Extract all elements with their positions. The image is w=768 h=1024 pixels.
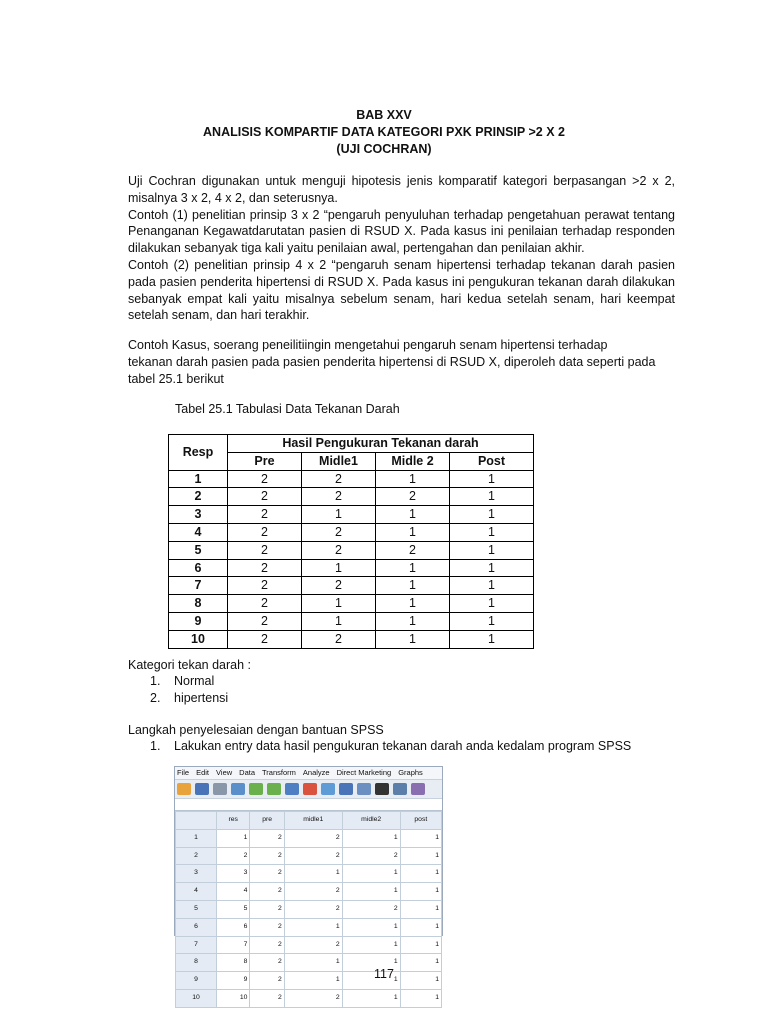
list-item-label: hipertensi [174, 691, 229, 705]
grid-cell[interactable]: 4 [217, 883, 250, 901]
list-number: 1. [150, 674, 161, 688]
table-row [169, 541, 534, 559]
intro-paragraph-3: Contoh (2) penelitian prinsip 4 x 2 “pengaruh senam hipertensi terhadap tekanan darah pasien pada pasien penderita hipertensi di RSUD X. Pada kasus ini pengukuran tekanan darah dilakukan sebanyak empat kali yaitu misalnya sebelum senam, hari kedua setelah senam, hari keempat setelah senam, dan hari terakhir. [128, 257, 675, 323]
grid-row-header[interactable]: 8 [176, 954, 217, 972]
table-row [169, 577, 534, 595]
resp-cell: 9 [169, 612, 228, 630]
grid-cell[interactable]: 1 [400, 829, 441, 847]
spss-cell-editor [175, 799, 442, 811]
grid-cell[interactable]: 2 [284, 936, 342, 954]
resp-header: Resp [169, 435, 228, 471]
grid-cell[interactable]: 1 [400, 954, 441, 972]
grid-cell[interactable]: 1 [400, 865, 441, 883]
table-row [169, 523, 534, 541]
value-cell: 2 [302, 577, 376, 595]
value-cell: 2 [302, 523, 376, 541]
grid-row-header[interactable]: 10 [176, 989, 217, 1007]
grid-cell[interactable]: 1 [284, 972, 342, 990]
grid-row-header[interactable]: 7 [176, 936, 217, 954]
grid-cell[interactable]: 1 [400, 989, 441, 1007]
value-cell: 1 [376, 559, 450, 577]
grid-cell[interactable]: 1 [400, 900, 441, 918]
grid-column-header[interactable]: post [400, 812, 441, 830]
value-cell: 1 [450, 630, 534, 648]
goto-case-icon[interactable] [285, 783, 299, 795]
grid-cell[interactable]: 8 [217, 954, 250, 972]
grid-cell[interactable]: 2 [217, 847, 250, 865]
value-cell: 2 [228, 595, 302, 613]
grid-column-header[interactable]: pre [250, 812, 284, 830]
resp-cell: 1 [169, 470, 228, 488]
value-cell: 2 [228, 488, 302, 506]
value-cell: 1 [376, 470, 450, 488]
grid-cell[interactable]: 2 [284, 829, 342, 847]
table-row [169, 612, 534, 630]
grid-cell[interactable]: 2 [284, 847, 342, 865]
spss-toolbar [175, 779, 442, 799]
value-cell: 1 [450, 488, 534, 506]
grid-column-header[interactable]: res [217, 812, 250, 830]
grid-column-header[interactable]: midle1 [284, 812, 342, 830]
grid-cell[interactable]: 1 [342, 883, 400, 901]
resp-cell: 7 [169, 577, 228, 595]
value-cell: 1 [376, 612, 450, 630]
menu-item-transform[interactable]: Transform [262, 768, 296, 777]
table-row [169, 470, 534, 488]
grid-row [176, 989, 442, 1007]
dialog-recall-icon[interactable] [231, 783, 245, 795]
grid-cell[interactable]: 2 [250, 900, 284, 918]
menu-item-data[interactable]: Data [239, 768, 255, 777]
grid-cell[interactable]: 3 [217, 865, 250, 883]
resp-cell: 4 [169, 523, 228, 541]
grid-cell[interactable]: 1 [284, 918, 342, 936]
menu-item-analyze[interactable]: Analyze [302, 768, 330, 777]
spss-menu-bar [175, 767, 442, 779]
grid-row-header[interactable]: 6 [176, 918, 217, 936]
grid-cell[interactable]: 1 [400, 972, 441, 990]
list-number: 2. [150, 691, 161, 705]
value-cell: 1 [450, 595, 534, 613]
resp-cell: 2 [169, 488, 228, 506]
grid-cell[interactable]: 1 [342, 865, 400, 883]
grid-cell[interactable]: 1 [342, 829, 400, 847]
resp-cell: 6 [169, 559, 228, 577]
resp-cell: 3 [169, 506, 228, 524]
list-item-label: Normal [174, 674, 215, 688]
grid-cell[interactable]: 1 [400, 847, 441, 865]
blood-pressure-table [168, 434, 534, 649]
grid-cell[interactable]: 1 [342, 918, 400, 936]
table-row [169, 506, 534, 524]
value-cell: 1 [302, 559, 376, 577]
weight-cases-icon[interactable] [411, 783, 425, 795]
grid-cell[interactable]: 2 [250, 883, 284, 901]
grid-cell[interactable]: 6 [217, 918, 250, 936]
value-cell: 2 [228, 523, 302, 541]
case-line-3: tabel 25.1 berikut [128, 372, 224, 386]
grid-row-header[interactable]: 5 [176, 900, 217, 918]
value-cell: 2 [228, 470, 302, 488]
value-cell: 1 [450, 541, 534, 559]
grid-cell[interactable]: 1 [284, 954, 342, 972]
chapter-heading: BAB XXV [356, 108, 412, 122]
split-file-icon[interactable] [393, 783, 407, 795]
grid-row-header[interactable]: 3 [176, 865, 217, 883]
column-header: Midle 2 [376, 452, 450, 470]
grid-row [176, 900, 442, 918]
value-cell: 1 [376, 523, 450, 541]
grid-row [176, 936, 442, 954]
grid-cell[interactable]: 2 [250, 989, 284, 1007]
value-cell: 1 [376, 577, 450, 595]
grid-cell[interactable]: 1 [342, 989, 400, 1007]
intro-section [128, 173, 675, 324]
value-cell: 1 [450, 506, 534, 524]
resp-cell: 5 [169, 541, 228, 559]
grid-cell[interactable]: 1 [217, 829, 250, 847]
value-cell: 1 [376, 595, 450, 613]
value-cell: 2 [302, 630, 376, 648]
grid-row-header[interactable]: 2 [176, 847, 217, 865]
column-header: Midle1 [302, 452, 376, 470]
resp-cell: 8 [169, 595, 228, 613]
column-header: Pre [228, 452, 302, 470]
grid-cell[interactable]: 2 [250, 865, 284, 883]
grid-cell[interactable]: 9 [217, 972, 250, 990]
grid-cell[interactable]: 2 [250, 954, 284, 972]
page-number: 117 [374, 967, 394, 981]
undo-icon[interactable] [249, 783, 263, 795]
grid-cell[interactable]: 7 [217, 936, 250, 954]
grid-corner [176, 812, 217, 830]
value-cell: 1 [302, 506, 376, 524]
value-cell: 2 [302, 541, 376, 559]
grid-cell[interactable]: 2 [250, 847, 284, 865]
insert-variable-icon[interactable] [357, 783, 371, 795]
grid-cell[interactable]: 5 [217, 900, 250, 918]
grid-row-header[interactable]: 4 [176, 883, 217, 901]
chapter-subtitle: (UJI COCHRAN) [336, 142, 432, 156]
grid-cell[interactable]: 2 [250, 918, 284, 936]
grid-row-header[interactable]: 9 [176, 972, 217, 990]
save-icon[interactable] [195, 783, 209, 795]
value-cell: 2 [376, 488, 450, 506]
case-line-2: tekanan darah pasien pada pasien penderita hipertensi di RSUD X, diperoleh data seperti pada [128, 355, 656, 369]
grid-cell[interactable]: 10 [217, 989, 250, 1007]
open-folder-icon[interactable] [177, 783, 191, 795]
value-cell: 2 [302, 470, 376, 488]
value-cell: 1 [450, 577, 534, 595]
value-cell: 2 [228, 630, 302, 648]
insert-case-icon[interactable] [339, 783, 353, 795]
goto-variable-icon[interactable] [303, 783, 317, 795]
resp-cell: 10 [169, 630, 228, 648]
value-cell: 1 [376, 630, 450, 648]
spss-screenshot [174, 766, 443, 1001]
value-cell: 1 [302, 595, 376, 613]
grid-cell[interactable]: 2 [250, 936, 284, 954]
grid-cell[interactable]: 1 [400, 936, 441, 954]
list-number: 1. [150, 739, 161, 753]
value-cell: 2 [228, 559, 302, 577]
value-cell: 2 [228, 612, 302, 630]
grid-row [176, 847, 442, 865]
grid-cell[interactable]: 1 [342, 936, 400, 954]
table-row [169, 595, 534, 613]
value-cell: 2 [228, 541, 302, 559]
table-row [169, 630, 534, 648]
menu-item-view[interactable]: View [216, 768, 233, 777]
kategori-item-1 [150, 673, 214, 690]
grid-cell[interactable]: 2 [284, 883, 342, 901]
column-header: Post [450, 452, 534, 470]
table-row [169, 559, 534, 577]
grid-cell[interactable]: 1 [284, 865, 342, 883]
find-icon[interactable] [375, 783, 389, 795]
menu-item-graphs[interactable]: Graphs [398, 768, 423, 777]
value-cell: 2 [228, 506, 302, 524]
kategori-item-2 [150, 690, 228, 707]
menu-item-direct-marketing[interactable]: Direct Marketing [336, 768, 392, 777]
grid-row [176, 883, 442, 901]
kategori-title: Kategori tekan darah : [128, 658, 251, 672]
grid-row [176, 829, 442, 847]
grid-row [176, 865, 442, 883]
value-cell: 2 [302, 488, 376, 506]
redo-icon[interactable] [267, 783, 281, 795]
grid-cell[interactable]: 2 [342, 900, 400, 918]
value-cell: 1 [450, 559, 534, 577]
step-label: Lakukan entry data hasil pengukuran tekanan darah anda kedalam program SPSS [174, 739, 632, 753]
value-cell: 1 [376, 506, 450, 524]
table-row [169, 488, 534, 506]
print-icon[interactable] [213, 783, 227, 795]
grid-cell[interactable]: 1 [400, 918, 441, 936]
grid-cell[interactable]: 2 [284, 989, 342, 1007]
grid-cell[interactable]: 2 [284, 900, 342, 918]
grid-cell[interactable]: 2 [342, 847, 400, 865]
value-cell: 2 [228, 577, 302, 595]
menu-item-edit[interactable]: Edit [196, 768, 210, 777]
case-line-1: Contoh Kasus, soerang peneilitiingin mengetahui pengaruh senam hipertensi terhadap [128, 338, 608, 352]
measurement-group-header: Hasil Pengukuran Tekanan darah [228, 435, 534, 453]
intro-paragraph-2: Contoh (1) penelitian prinsip 3 x 2 “pengaruh penyuluhan terhadap pengetahuan perawat tentang Penanganan Kegawatdarutatan pasien di RSUD X. Pada kasus ini penilaian terhadap responden dilakukan sebanyak tiga kali yaitu penilaian awal, pertengahan dan penilaian akhir. [128, 207, 675, 256]
grid-cell[interactable]: 2 [250, 972, 284, 990]
value-cell: 1 [302, 612, 376, 630]
chapter-title: ANALISIS KOMPARTIF DATA KATEGORI PXK PRINSIP >2 X 2 [203, 125, 565, 139]
menu-item-file[interactable]: File [177, 768, 190, 777]
grid-column-header[interactable]: midle2 [342, 812, 400, 830]
variables-icon[interactable] [321, 783, 335, 795]
grid-cell[interactable]: 2 [250, 829, 284, 847]
table-caption: Tabel 25.1 Tabulasi Data Tekanan Darah [175, 402, 400, 416]
intro-paragraph-1: Uji Cochran digunakan untuk menguji hipotesis jenis komparatif kategori berpasangan >2 x 2, misalnya 3 x 2, 4 x 2, dan seterusnya. [128, 174, 675, 205]
value-cell: 1 [450, 523, 534, 541]
langkah-step-1 [150, 738, 631, 755]
grid-cell[interactable]: 1 [342, 954, 400, 972]
grid-row [176, 918, 442, 936]
langkah-title: Langkah penyelesaian dengan bantuan SPSS [128, 723, 384, 737]
value-cell: 1 [450, 470, 534, 488]
grid-row-header[interactable]: 1 [176, 829, 217, 847]
value-cell: 1 [450, 612, 534, 630]
grid-cell[interactable]: 1 [400, 883, 441, 901]
grid-cell[interactable]: 1 [342, 972, 400, 990]
value-cell: 2 [376, 541, 450, 559]
